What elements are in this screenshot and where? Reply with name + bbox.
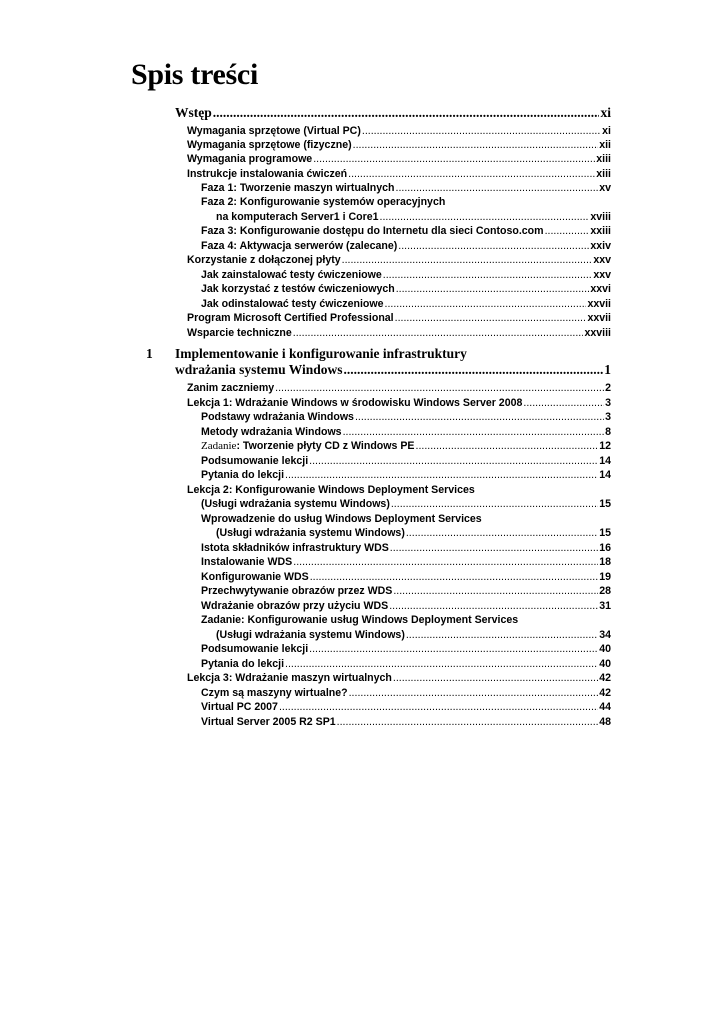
toc-entry-page: 42 [599,672,611,684]
toc-entry-page: xi [602,125,611,137]
toc-entry[interactable] [201,556,611,568]
toc-entry-page: 2 [605,382,611,394]
toc-entry-label: Jak zainstalować testy ćwiczeniowe [201,269,382,281]
toc-entry-page: xxvii [587,298,611,310]
toc-entry-label: (Usługi wdrażania systemu Windows) [216,527,405,539]
chapter-number: 1 [146,346,153,361]
chapter-title-line1[interactable]: Implementowanie i konfigurowanie infrastruktury [175,346,467,361]
toc-entry-label: Faza 4: Aktywacja serwerów (zalecane) [201,240,398,252]
toc-entry[interactable] [201,701,611,713]
toc-entry-page: xxviii [584,327,611,339]
toc-entry[interactable] [187,125,611,137]
toc-entry-page: 12 [599,440,611,452]
toc-entry-page: xxvi [590,283,611,295]
toc-entry-label: Instrukcje instalowania ćwiczeń [187,168,348,180]
page-title: Spis treści [131,58,258,91]
leader-dots [545,225,590,237]
leader-dots [406,629,598,641]
leader-dots [309,455,598,467]
leader-dots [279,701,598,713]
toc-entry[interactable] [201,426,611,438]
toc-entry-page: 15 [599,527,611,539]
toc-entry[interactable] [201,585,611,597]
toc-entry-label: Konfigurowanie WDS [201,571,309,583]
toc-entry-page: xiii [596,168,611,180]
toc-entry-page: 14 [599,469,611,481]
leader-dots [275,382,604,394]
toc-entry-label: Istota składników infrastruktury WDS [201,542,389,554]
toc-entry-label: Jak odinstalować testy ćwiczeniowe [201,298,384,310]
toc-entry-label: Pytania do lekcji [201,469,285,481]
toc-entry-label: Pytania do lekcji [201,658,285,670]
toc-entry[interactable] [201,716,611,728]
toc-entry-page: 19 [599,571,611,583]
toc-entry-page: 31 [599,600,611,612]
toc-entry-page: 8 [605,426,611,438]
toc-entry[interactable] [201,643,611,655]
leader-dots [348,168,595,180]
toc-entry-label: Virtual Server 2005 R2 SP1 [201,716,336,728]
toc-entry-label: Lekcja 1: Wdrażanie Windows w środowisku Windows Server 2008 [187,397,523,409]
toc-entry-page: 16 [599,542,611,554]
toc-entry-page: 42 [599,687,611,699]
toc-entry[interactable] [201,658,611,670]
toc-entry[interactable] [187,382,611,394]
toc-entry-label: Instalowanie WDS [201,556,293,568]
leader-dots [395,312,587,324]
toc-entry-label: na komputerach Server1 i Core1 [216,211,379,223]
toc-entry[interactable] [201,411,611,423]
toc-entry[interactable] [201,298,611,310]
toc-entry-page: xxiv [590,240,611,252]
toc-entry-page: xxv [593,254,611,266]
toc-entry-label: Wymagania sprzętowe (Virtual PC) [187,125,361,137]
toc-entry[interactable] [201,542,611,554]
toc-entry-label: (Usługi wdrażania systemu Windows) [216,629,405,641]
leader-dots [313,153,595,165]
toc-entry[interactable] [216,211,611,223]
toc-entry-label: wdrażania systemu Windows [175,362,343,377]
toc-entry-page: xii [599,139,611,151]
leader-dots [396,182,599,194]
toc-entry[interactable] [201,687,611,699]
toc-entry-label: Zanim zaczniemy [187,382,275,394]
leader-dots [393,672,598,684]
leader-dots [353,139,599,151]
toc-entry-label: (Usługi wdrażania systemu Windows) [201,498,390,510]
toc-entry[interactable] [187,397,611,409]
toc-entry[interactable] [201,182,611,194]
toc-entry-page: 34 [599,629,611,641]
toc-entry-label: Program Microsoft Certified Professional [187,312,394,324]
toc-entry-prefix: Zadanie [201,440,237,452]
toc-entry-page: 18 [599,556,611,568]
leader-dots [385,298,587,310]
leader-dots [391,498,598,510]
toc-entry[interactable] [201,498,611,510]
toc-entry-page: 14 [599,455,611,467]
leader-dots [309,643,598,655]
toc-entry-page: xxv [593,269,611,281]
toc-entry-chapter[interactable] [175,362,611,378]
toc-entry-label: Virtual PC 2007 [201,701,278,713]
toc-entry-label-line1[interactable]: Faza 2: Konfigurowanie systemów operacyjnych [201,196,446,208]
leader-dots [416,440,599,452]
leader-dots [337,716,599,728]
leader-dots [293,556,598,568]
toc-entry-page: xxiii [590,225,611,237]
leader-dots [343,426,605,438]
toc-entry[interactable] [201,269,611,281]
toc-entry[interactable] [201,600,611,612]
toc-entry-label-rest: : Tworzenie płyty CD z Windows PE [236,440,415,452]
leader-dots [380,211,590,223]
toc-entry-label: Podsumowanie lekcji [201,455,309,467]
toc-entry-page: 1 [604,362,611,377]
toc-entry-label: Faza 1: Tworzenie maszyn wirtualnych [201,182,395,194]
toc-entry-label [201,440,415,452]
toc-entry-label: Wstęp [175,105,212,120]
toc-entry[interactable] [201,283,611,295]
leader-dots [213,105,600,121]
toc-entry[interactable] [201,469,611,481]
leader-dots [406,527,598,539]
toc-entry-page: 48 [599,716,611,728]
toc-entry-label: Wymagania sprzętowe (fizyczne) [187,139,352,151]
toc-entry-page: 3 [605,397,611,409]
leader-dots [342,254,593,266]
toc-entry[interactable] [187,168,611,180]
toc-entry-label: Wymagania programowe [187,153,313,165]
leader-dots [398,240,589,252]
toc-entry[interactable] [187,672,611,684]
toc-entry-page: 44 [599,701,611,713]
leader-dots [396,283,590,295]
toc-entry[interactable] [187,139,611,151]
toc-entry-label: Czym są maszyny wirtualne? [201,687,348,699]
leader-dots [390,542,598,554]
toc-entry-page: xxvii [587,312,611,324]
toc-entry[interactable] [201,440,611,452]
toc-entry-page: 3 [605,411,611,423]
toc-entry-label: Wsparcie techniczne [187,327,292,339]
toc-entry-label: Przechwytywanie obrazów przez WDS [201,585,393,597]
toc-entry[interactable] [187,312,611,324]
toc-entry-label: Podstawy wdrażania Windows [201,411,354,423]
toc-entry-label: Faza 3: Konfigurowanie dostępu do Internetu dla sieci Contoso.com [201,225,544,237]
leader-dots [362,125,601,137]
leader-dots [355,411,604,423]
toc-entry-page: xviii [590,211,611,223]
toc-entry-page: xv [599,182,611,194]
toc-entry[interactable] [201,240,611,252]
toc-entry[interactable] [201,225,611,237]
toc-entry-label: Podsumowanie lekcji [201,643,309,655]
toc-entry-label-line1[interactable]: Zadanie: Konfigurowanie usług Windows Deployment Services [201,614,519,626]
leader-dots [393,585,598,597]
toc-entry[interactable] [216,629,611,641]
toc-entry[interactable] [201,571,611,583]
toc-entry-label: Lekcja 3: Wdrażanie maszyn wirtualnych [187,672,392,684]
toc-entry-page: xiii [596,153,611,165]
leader-dots [523,397,604,409]
toc-entry-label-line1[interactable]: Lekcja 2: Konfigurowanie Windows Deployment Services [187,484,475,496]
leader-dots [285,469,598,481]
toc-entry-page: 40 [599,643,611,655]
leader-dots [285,658,598,670]
toc-entry-label: Jak korzystać z testów ćwiczeniowych [201,283,395,295]
toc-entry-page: 40 [599,658,611,670]
toc-entry[interactable] [201,455,611,467]
leader-dots [293,327,584,339]
toc-entry[interactable] [187,153,611,165]
toc-entry-page: 15 [599,498,611,510]
toc-entry-page: 28 [599,585,611,597]
leader-dots [389,600,598,612]
leader-dots [344,362,604,378]
leader-dots [310,571,599,583]
toc-entry-label: Wdrażanie obrazów przy użyciu WDS [201,600,389,612]
leader-dots [349,687,599,699]
toc-entry-wstep[interactable] [175,105,611,121]
toc-entry[interactable] [187,327,611,339]
leader-dots [383,269,593,281]
toc-entry-label: Korzystanie z dołączonej płyty [187,254,341,266]
toc-entry-label-line1[interactable]: Wprowadzenie do usług Windows Deployment Services [201,513,482,525]
toc-entry-page: xi [600,105,611,120]
toc-entry-label: Metody wdrażania Windows [201,426,342,438]
toc-entry[interactable] [216,527,611,539]
toc-entry[interactable] [187,254,611,266]
